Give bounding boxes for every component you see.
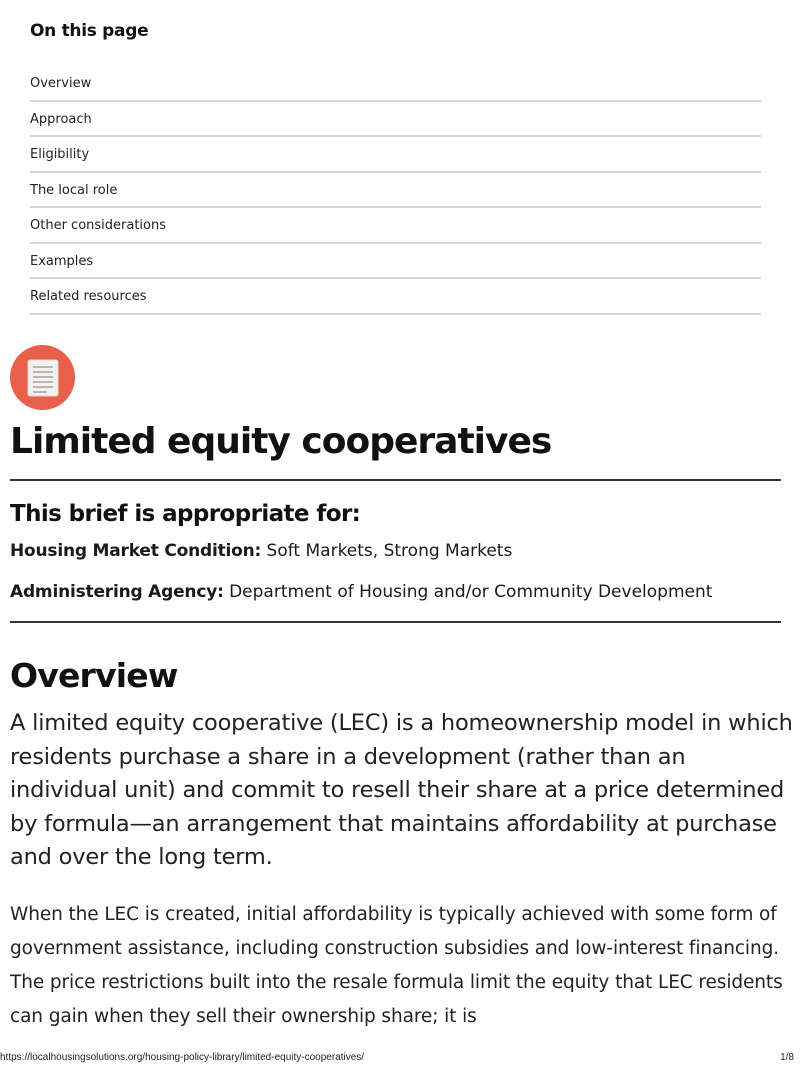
housing-market-condition-value: Soft Markets, Strong Markets (261, 541, 513, 561)
overview-body-paragraph: When the LEC is created, initial affordability is typically achieved with some form of government assistance, including construction subsidies and low-interest financing. The price restrictions built into the resale formula limit the equity that LEC residents can gain when they sell their ownership share; it is (10, 904, 783, 1027)
toc-link-local-role[interactable]: The local role (30, 173, 761, 209)
page-title: Limited equity cooperatives (10, 421, 552, 462)
toc-link-related-resources[interactable]: Related resources (30, 279, 761, 315)
divider (10, 479, 781, 481)
administering-agency-value: Department of Housing and/or Community Development (223, 582, 713, 602)
on-this-page-nav (30, 18, 761, 315)
housing-market-condition (10, 539, 790, 563)
footer-page-number: 1/8 (780, 1052, 794, 1063)
toc-link-eligibility[interactable]: Eligibility (30, 137, 761, 173)
brief-heading: This brief is appropriate for: (10, 501, 361, 527)
overview-lead-paragraph: A limited equity cooperative (LEC) is a homeownership model in which residents purchase a share in a development (rather than an individual unit) and commit to resell their share at a price determined by formula—an arrangement that maintains affordability at purchase and over the long term. (10, 710, 793, 870)
administering-agency-label: Administering Agency: (10, 582, 224, 602)
toc-link-approach[interactable]: Approach (30, 102, 761, 138)
toc-list (30, 66, 761, 315)
divider (10, 621, 781, 623)
overview-heading: Overview (10, 656, 178, 695)
footer-url: https://localhousingsolutions.org/housing-policy-library/limited-equity-cooperatives/ (0, 1052, 365, 1063)
administering-agency (10, 580, 790, 604)
toc-link-examples[interactable]: Examples (30, 244, 761, 280)
toc-heading: On this page (30, 21, 149, 41)
document-icon (10, 345, 75, 410)
toc-link-other-considerations[interactable]: Other considerations (30, 208, 761, 244)
housing-market-condition-label: Housing Market Condition: (10, 541, 262, 561)
toc-link-overview[interactable]: Overview (30, 66, 761, 102)
